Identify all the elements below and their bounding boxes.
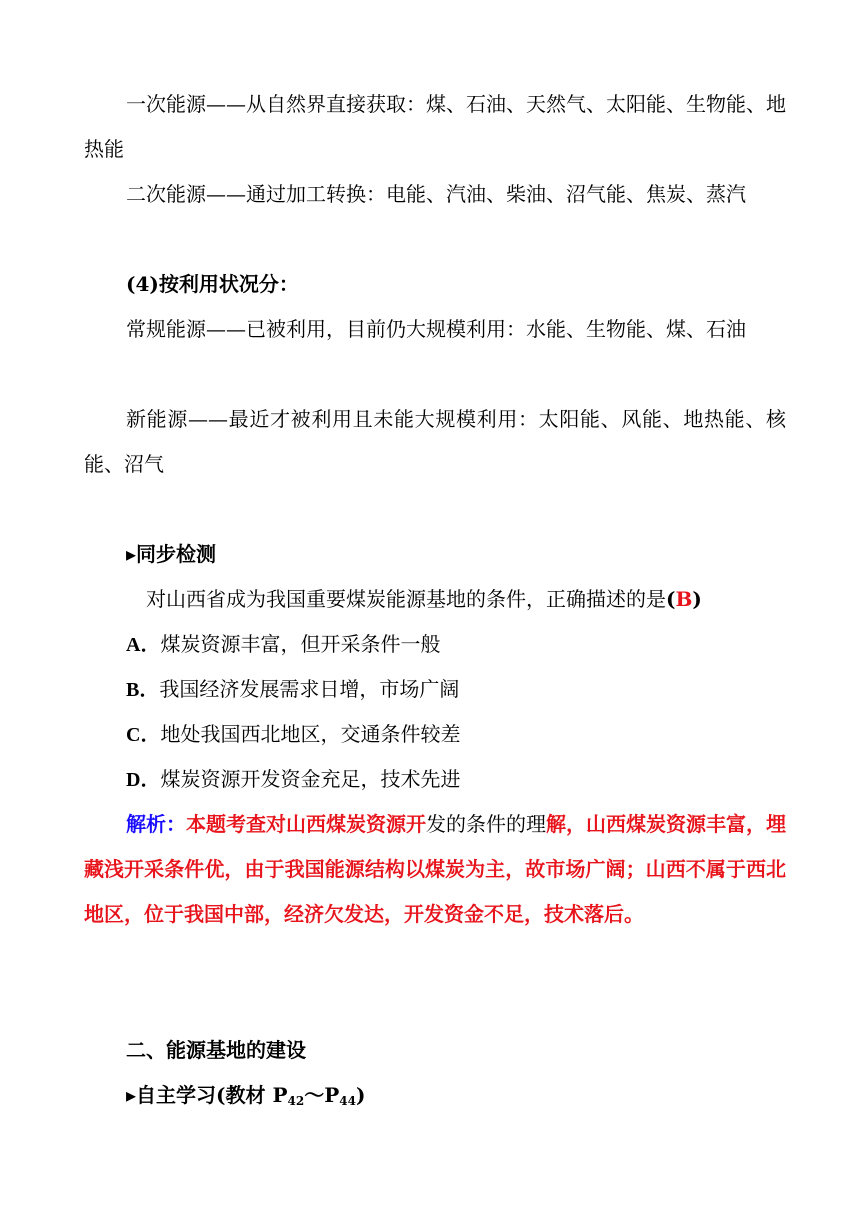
answer-open-paren: ( (666, 587, 676, 611)
conventional-energy-paragraph (84, 307, 786, 352)
by-usage-heading: (4)按利用状况分： (126, 272, 299, 296)
dash: —— (188, 407, 228, 431)
new-energy-text: 最近才被利用且未能大规模利用：太阳能、风能、地热能、核能、沼气 (84, 407, 786, 476)
analysis-text-part3: 解，山西煤炭资源丰富，埋藏浅开采条件优，由于我国能源结构以煤炭为主，故市场广阔；山西不属于西北地区，位于我国中部，经济欠发达，开发资金不足，技术落后。 (84, 812, 786, 926)
analysis-text-part2: 发的条件的理 (426, 812, 546, 836)
new-energy-paragraph (84, 397, 786, 487)
dash: —— (206, 317, 246, 341)
option-a (84, 622, 786, 668)
conventional-energy-title: 常规能源 (126, 317, 206, 341)
self-study-suffix: ) (355, 1083, 366, 1107)
dash: —— (206, 182, 246, 206)
page-start-subscript: 42 (287, 1094, 305, 1108)
conventional-energy-text: 已被利用，目前仍大规模利用：水能、生物能、煤、石油 (246, 317, 746, 341)
option-text: 地处我国西北地区，交通条件较差 (160, 722, 461, 746)
range-tilde: ～P (304, 1083, 340, 1107)
primary-energy-paragraph (84, 82, 786, 172)
option-text: 煤炭资源开发资金充足，技术先进 (160, 767, 461, 791)
new-energy-title: 新能源 (126, 407, 188, 431)
option-text: 我国经济发展需求日增，市场广阔 (159, 677, 460, 701)
self-study-heading (84, 1073, 786, 1118)
secondary-energy-text: 通过加工转换：电能、汽油、柴油、沼气能、焦炭、蒸汽 (246, 182, 746, 206)
option-d (84, 757, 786, 803)
answer-letter: B (675, 587, 693, 611)
analysis-paragraph (84, 802, 786, 937)
analysis-text-part1: 本题考查对山西煤炭资源开 (186, 812, 426, 836)
section2-heading: 二、能源基地的建设 (126, 1038, 306, 1062)
analysis-label: 解析： (126, 812, 186, 836)
sync-test-heading: ▸同步检测 (126, 542, 217, 566)
option-text: 煤炭资源丰富，但开采条件一般 (160, 632, 441, 656)
option-c (84, 712, 786, 758)
answer-close-paren: ) (692, 587, 702, 611)
primary-energy-title: 一次能源 (126, 92, 206, 116)
page-end-subscript: 44 (339, 1094, 356, 1108)
option-letter: C． (126, 724, 161, 746)
question-paragraph (84, 577, 786, 622)
secondary-energy-title: 二次能源 (126, 182, 206, 206)
primary-energy-text: 从自然界直接获取：煤、石油、天然气、太阳能、生物能、地热能 (84, 92, 786, 161)
option-letter: D． (126, 769, 161, 791)
option-letter: A． (126, 634, 161, 656)
dash: —— (206, 92, 246, 116)
question-text: 对山西省成为我国重要煤炭能源基地的条件，正确描述的是 (146, 587, 666, 611)
option-b (84, 667, 786, 713)
option-letter: B． (126, 679, 160, 701)
self-study-prefix: ▸自主学习(教材 P (126, 1083, 288, 1107)
secondary-energy-paragraph (84, 172, 786, 217)
